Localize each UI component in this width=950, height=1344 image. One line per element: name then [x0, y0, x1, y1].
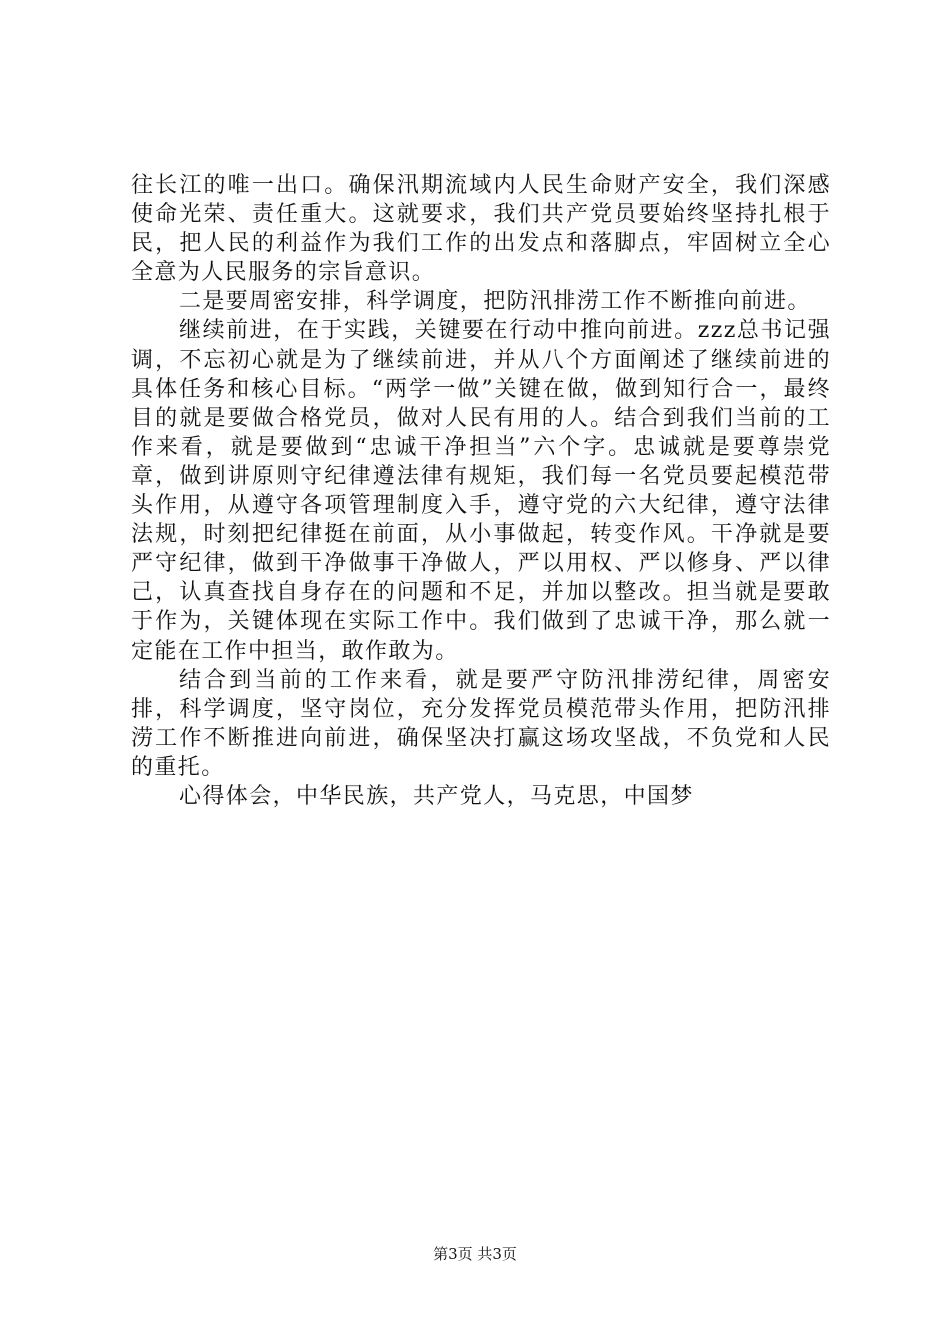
paragraph-section-heading: 二是要周密安排，科学调度，把防汛排涝工作不断推向前进。: [179, 289, 811, 315]
paragraph-continuation: 往长江的唯一出口。确保汛期流域内人民生命财产安全，我们深感使命光荣、责任重大。这就要求，我们共产党员要始终坚持扎根于民，把人民的利益作为我们工作的出发点和落脚点，牢固树立全心全意为人民服务的宗旨意识。: [131, 173, 831, 286]
document-body: [131, 171, 831, 811]
paragraph-conclusion: 结合到当前的工作来看，就是要严守防汛排涝纪律，周密安排，科学调度，坚守岗位，充分发挥党员模范带头作用，把防汛排涝工作不断推进向前进，确保坚决打赢这场攻坚战，不负党和人民的重托。: [131, 667, 831, 780]
paragraph-body: 继续前进，在于实践，关键要在行动中推向前进。zzz总书记强调，不忘初心就是为了继续前进，并从八个方面阐述了继续前进的具体任务和核心目标。“两学一做”关键在做，做到知行合一，最终目的就是要做合格党员，做对人民有用的人。结合到我们当前的工作来看，就是要做到“忠诚干净担当”六个字。忠诚就是要尊崇党章，做到讲原则守纪律遵法律有规矩，我们每一名党员要起模范带头作用，从遵守各项管理制度入手，遵守党的六大纪律，遵守法律法规，时刻把纪律挺在前面，从小事做起，转变作风。干净就是要严守纪律，做到干净做事干净做人，严以用权、严以修身、严以律己，认真查找自身存在的问题和不足，并加以整改。担当就是要敢于作为，关键体现在实际工作中。我们做到了忠诚干净，那么就一定能在工作中担当，敢作敢为。: [131, 318, 831, 664]
page-footer: 第3页 共3页: [433, 1245, 517, 1263]
paragraph-keywords: 心得体会，中华民族，共产党人，马克思，中国梦: [179, 783, 694, 809]
